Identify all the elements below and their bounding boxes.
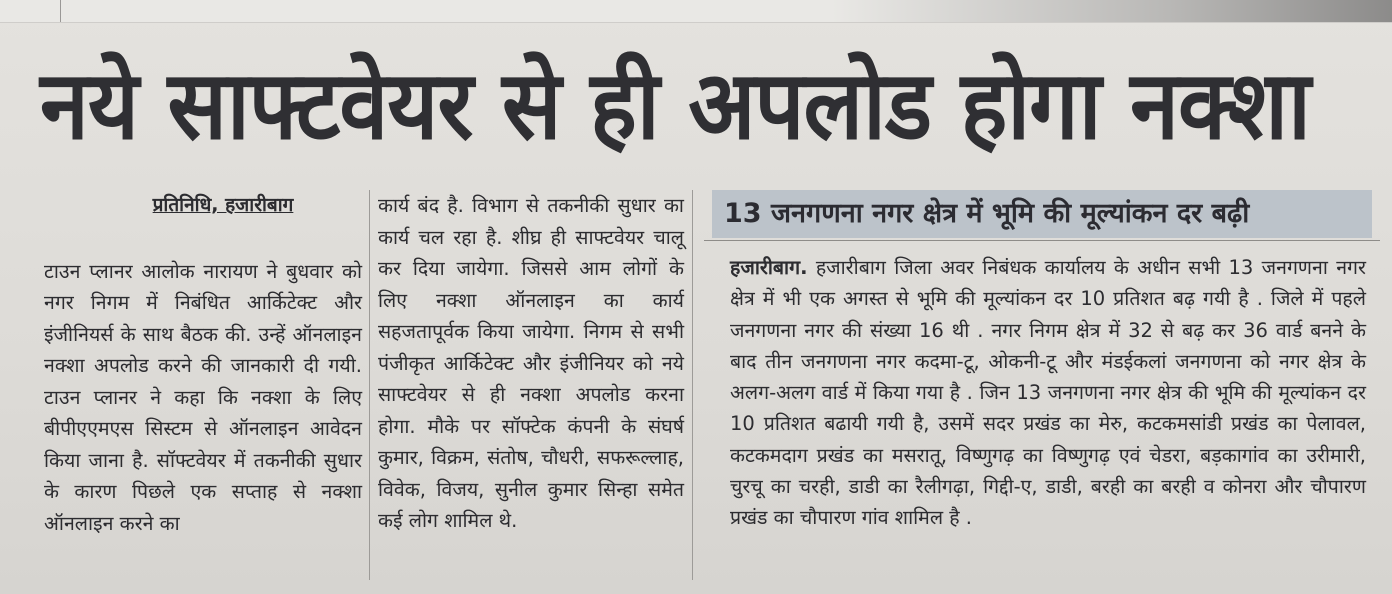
secondary-story-header (712, 188, 1372, 240)
divider (60, 0, 61, 22)
divider (704, 240, 1380, 241)
column-divider (369, 190, 370, 580)
column-divider (692, 190, 693, 580)
top-margin-strip (0, 0, 1392, 23)
secondary-headline: 13 जनगणना नगर क्षेत्र में भूमि की मूल्यांकन दर बढ़ी (724, 198, 1250, 229)
story-text: कार्य बंद है. विभाग से तकनीकी सुधार का कार्य चल रहा है. शीघ्र ही साफ्टवेयर चालू कर दिया जायेगा. जिससे आम लोगों के लिए नक्शा ऑनलाइन का कार्य सहजतापूर्वक किया जायेगा. निगम से सभी पंजीकृत आर्किटेक्ट और इंजीनियर को नये साफ्टवेयर से ही नक्शा अपलोड करना होगा. मौके पर सॉफ्टेक कंपनी के संघर्ष कुमार, विक्रम, संतोष, चौधरी, सफरूल्लाह, विवेक, विजय, सुनील कुमार सिन्हा समेत कई लोग शामिल थे. (378, 194, 684, 532)
story-column-2 (378, 190, 684, 537)
story-text: टाउन प्लानर आलोक नारायण ने बुधवार को नगर निगम में निबंधित आर्किटेक्ट और इंजीनियर्स के साथ बैठक की. उन्हें ऑनलाइन नक्शा अपलोड करने की जानकारी दी गयी. टाउन प्लानर ने कहा कि नक्शा के लिए बीपीएएमएस सिस्टम से ऑनलाइन आवेदन किया जाना है. सॉफ्टवेयर में तकनीकी सुधार के कारण पिछले एक सप्ताह से नक्शा ऑनलाइन करने का (44, 259, 362, 535)
secondary-story-body (730, 252, 1366, 534)
main-headline: नये साफ्टवेयर से ही अपलोड होगा नक्शा (40, 49, 1310, 161)
byline: प्रतिनिधि, हजारीबाग (152, 194, 294, 216)
story-text (730, 252, 1366, 534)
dateline: हजारीबाग. (730, 256, 808, 279)
story-body-text: हजारीबाग जिला अवर निबंधक कार्यालय के अधीन सभी 13 जनगणना नगर क्षेत्र में भी एक अगस्त से भूमि की मूल्यांकन दर 10 प्रतिशत बढ़ गयी है . जिले में पहले जनगणना नगर की संख्या 16 थी . नगर निगम क्षेत्र में 32 से बढ़ कर 36 वार्ड बनने के बाद तीन जनगणना नगर कदमा-टू, ओकनी-टू और मंडईकलां जनगणना को नगर क्षेत्र के अलग-अलग वार्ड में किया गया है . जिन 13 जनगणना नगर क्षेत्र की भूमि की मूल्यांकन दर 10 प्रतिशत बढायी गयी है, उसमें सदर प्रखंड का मेरु, कटकमसांडी प्रखंड का पेलावल, कटकमदाग प्रखंड का मसरातू, विष्णुगढ़ का विष्णुगढ़ एवं चेडरा, बड़कागांव का उरीमारी, चुरचू का चरही, डाडी का रैलीगढ़ा, गिद्दी-ए, डाडी, बरही का बरही व कोनरा और चौपारण प्रखंड का चौपारण गांव शामिल है . (730, 256, 1366, 530)
story-column-1 (44, 190, 362, 539)
shadow (832, 0, 1392, 22)
